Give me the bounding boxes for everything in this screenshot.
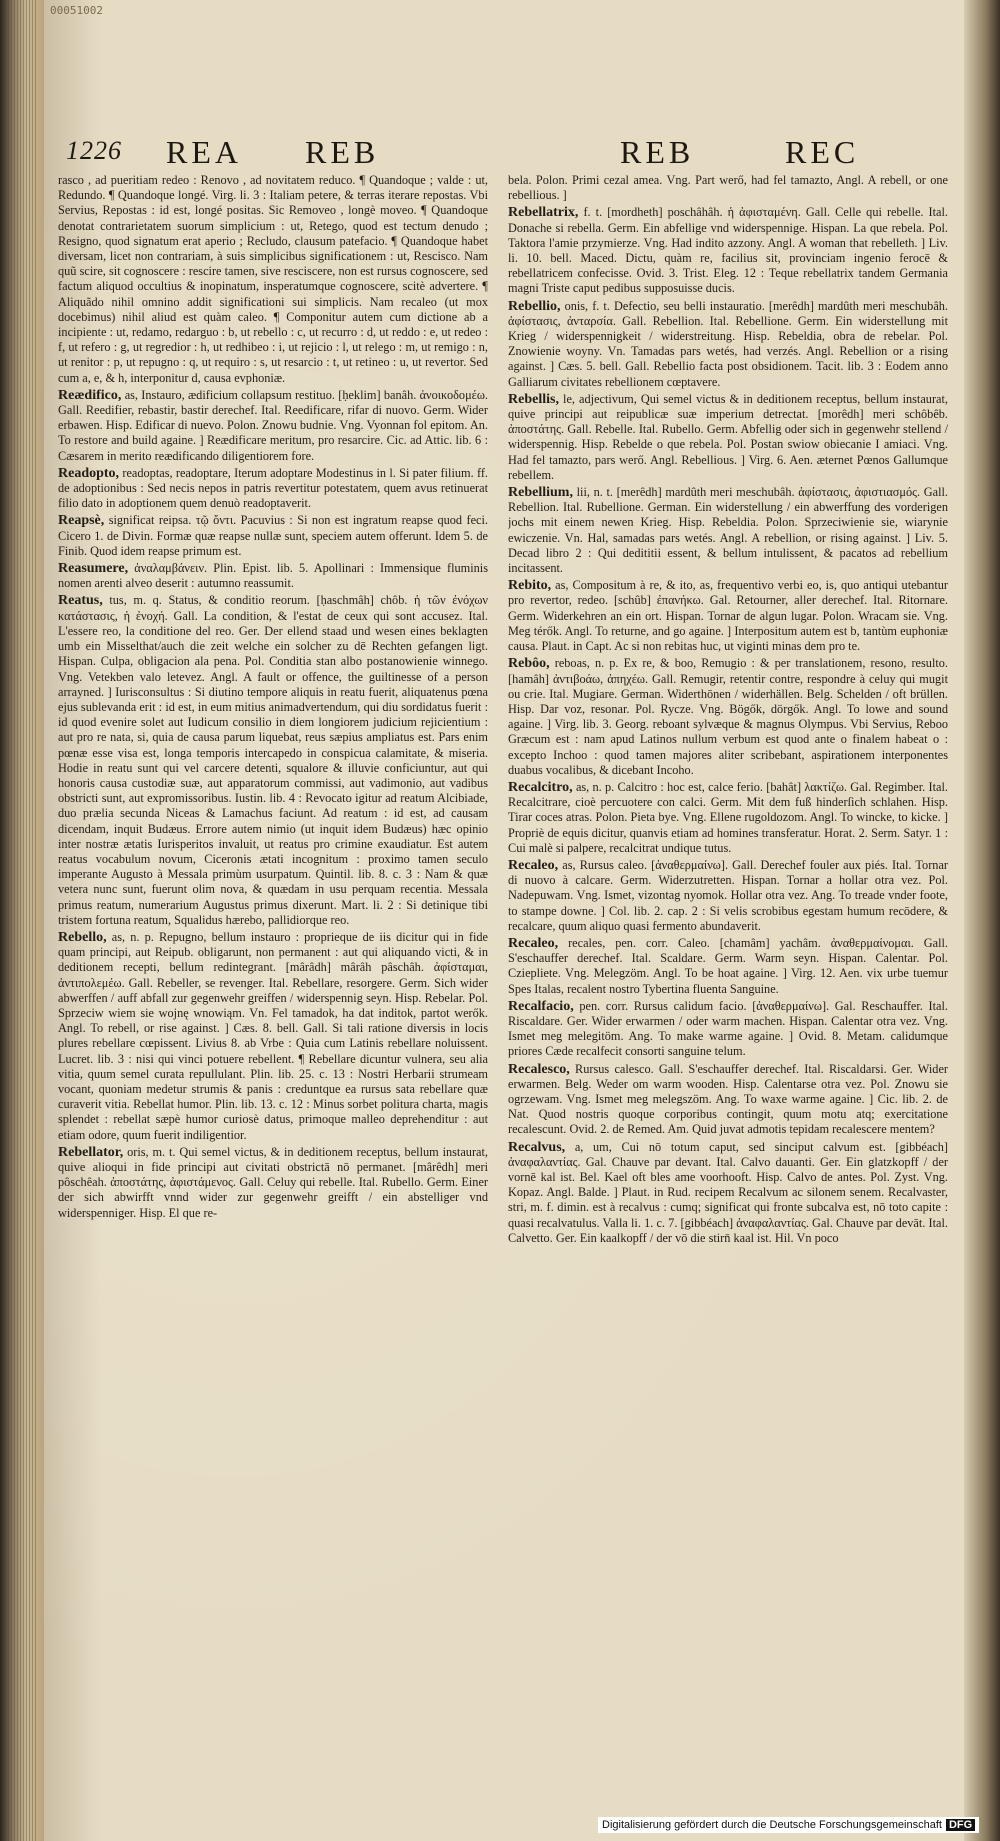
entry-text: as, Instauro, ædificium collapsum restituo. [ḥeklim] banâh. ἀνοικοδομέω. Gall. Reedifier, rebastir, bastir derechef. Ital. Reedificare, rifar di nuovo. Germ. Wider erbawen. Hisp. Edificar di nuevo. Polon. Znowu budnie. Vng. Vyonnan fol epitom. An. To restore and build againe. ] Reædificare meritum, pro resarcire. Cic. ad Attic. lib. 6 : Cæsarem in merito reædificando diligentiorem fore. — [58, 387, 488, 463]
entry-text: a, um, Cui nō totum caput, sed sinciput calvum est. [gibbéach] ἀναφαλαντίας. Gal. Chauve par devant. Ital. Calvo dauanti. Ger. Ein glatzkopff / der vornē kal ist. Bel. Kael oft bles ame voorhooft. Hisp. Calvo de antes. Pol. Zyst. Vng. Kopaz. Angl. Balde. ] Plaut. in Rud. recipem Recalvum ac silonem senem. Recalvaster, stri, m. f. dimin. est à recalvus : cumq; significat qui fronte subcalva est, nō toto capite : quasi recalvatulus. Valla li. 1. c. 7. [gibbéach] ἀναφαλαντίας. Gal. Chauve par devāt. Ital. Calvetto. Ger. Ein kaalkopff / der vō die stirn̄ kaal ist. Hil. Vn poco — [508, 1139, 948, 1245]
scan-reference: 00051002 — [50, 4, 103, 17]
headword: Recaleo, — [508, 935, 559, 951]
headword: Reatus, — [58, 593, 103, 609]
guide-word-left-2: REB — [305, 134, 380, 170]
entry-text: bela. Polon. Primi cezal amea. Vng. Part werő, had fel tamazto, Angl. A rebell, or one rebellious. ] — [508, 173, 948, 203]
entry-text: f. t. [mordheth] poschâhâh. ἡ ἀφισταμένη. Gall. Celle qui rebelle. Ital. Donache si rebella. Germ. Ein abfellige vnd widerspennige. Hispan. La que rebela. Pol. Taktora l'amie przymierze. Vng. Had indito azzony. Angl. A woman that rebelleth. ] Liv. li. 10. bell. Maced. Dictu, quàm re, facilius sit, provinciam ingenio ferocē & rebellatricem confecisse. Ovid. 3. Trist. Eleg. 12 : Teque rebellatrix tandem Germania magni Triste caput pedibus supposuisse ducis. — [508, 205, 948, 296]
footer-text: Digitalisierung gefördert durch die Deutsche Forschungsgemeinschaft — [602, 1819, 942, 1831]
dictionary-entry — [508, 1062, 948, 1138]
dictionary-entry — [58, 388, 488, 464]
dictionary-entry — [58, 930, 488, 1143]
dictionary-entry — [508, 205, 948, 296]
entry-text: recales, pen. corr. Caleo. [chamâm] yachâm. ἀναθερμαίνομαι. Gall. S'eschauffer derechef. Ital. Scaldare. Germ. Warm seyn. Hispan. Calentar. Pol. Cziepliete. Vng. Melegzöm. Angl. To be hoat againe. ] Virg. 12. Aen. vix urbe tuemur Spes Italas, recalent nostro Tybertina fluenta Sanguine. — [508, 935, 948, 996]
dictionary-entry — [508, 999, 948, 1060]
dictionary-entry — [508, 858, 948, 934]
headword: Rebello, — [58, 929, 107, 945]
dictionary-entry — [58, 593, 488, 927]
headword: Readopto, — [58, 465, 120, 481]
page-number: 1226 — [66, 136, 122, 165]
headword: Rebito, — [508, 578, 552, 594]
entry-text: as, Rursus caleo. [ἀναθερμαίνω]. Gall. Derechef fouler aux piés. Ital. Tornar di nuovo à calcare. Germ. Widerzutretten. Hispan. Tornar a hollar otra vez. Pol. Nadepuwam. Vng. Ismet, vizontag nyomok. Hollar otra vez. Ang. To treade vnder foote, to stampe downe. ] Col. lib. 2. cap. 2 : Si velis scrobibus egestam humum recōdere, & recalcare, quum aliquo quasi fermento abundaverit. — [508, 857, 948, 933]
entry-text: tus, m. q. Status, & conditio reorum. [ḥaschmâh] chôb. ἡ τῶν ἐνόχων κατάστασις, ἡ ἐνοχή. Gall. La condition, & l'estat de ceux qui sont accusez. Ital. L'essere reo, la conditione del reo. Ger. Der ellend staad und wesen eines beklagten umb ein Misselthat/auch die zeit welche ein solcher zu dē Rechten gefangen ligt. Hispan. Culpa, obligacion ala pena. Pol. Conditia stan albo postanowienie winnego. Vng. Vetekben valo letevez. Angl. A fault or offence, the guiltinesse of a person arrayned. ] Iurisconsultus : Si diutino tempore aliquis in reatu fuerit, aliquatenus pœna ejus sublevanda erit : id est, in eum mitius animadvertendum, qui diu sordidatus fuerit : id quod evenire solet aut Iudicum consilio in diem longiorem judicium rejicientium : aut pro re nata, si, quia de causa parum liquebat, reus sæpius ampliatus est. Pars enim pœnæ esse visa est, longa temporis intercapedo in conspicua calamitate, & miseria. Hodie in reatu sunt qui vel carcere detenti, squalore & illuvie conficiuntur, aut qui honoris causa custodiæ suæ, aut apparatorum commissi, aut vadimonio, aut vadibus obstricti sunt, aut expromissoribus. Iustin. lib. 4 : Revocato igitur ad reatum Alcibiade, duo prælia secunda Niceas & Lamachus faciunt. Ad reatum : id est, ad causam dicendam, inquit Budæus. Errore autem nimio (ut inquit idem Budæus) hæc opinio inter nostræ ætatis Iurisperitos invaluit, ut reatus pro crimine exaudiatur. Est autem reatus vocabulum novum, Ciceronis ætati incognitum : proximo tamen seculo imperante Augusto à Messala primùm usurpatum. Quintil. lib. 8. c. 3 : Nam & quæ vetera nunc sunt, fuerunt olim nova, & quædam in usu perquam recentia. Messala primus reatum, numerarium Augustus primus dixerunt. Mart. li. 2 : Si detinique tibi tristem fortuna reatum, Squalidus hærebo, pallidiorque reo. — [58, 593, 488, 927]
page-stack-edge — [0, 0, 44, 1841]
entry-text: significat reipsa. τῷ ὄντι. Pacuvius : Si non est ingratum reapse quod feci. Cicero 1. de Divin. Formæ quæ reapse nullæ sunt, speciem autem offerunt. Idem 5. de Finib. Quod idem reapse primum est. — [58, 513, 488, 558]
entry-text: ἀναλαμβάνειν. Plin. Epist. lib. 5. Apollinari : Immensique fluminis nomen arenti alveo deserit : autumno reassumit. — [58, 561, 488, 591]
entry-text: readoptas, readoptare, Iterum adoptare Modestinus in l. Si pater filium. ff. de adoptionibus : Sed necis nepos in patris revertitur potestatem, quem avus retinuerat filio dato in adoptionem quem denuò readoptaverit. — [58, 465, 488, 511]
footer-credit — [598, 1817, 979, 1833]
entry-text: pen. corr. Rursus calidum facio. [ἀναθερμαίνω]. Gal. Reschauffer. Ital. Riscaldare. Ger. Wider erwarmen / oder warm machen. Hispan. Calentar otra vez. Vng. Ismet meg melegitöm. Ang. To make warme againe. ] Ovid. 8. Metam. calidumque priores Cæde recalfecit consorti sanguine telum. — [508, 998, 948, 1059]
headword: Rebellis, — [508, 391, 559, 407]
entry-text: as, n. p. Calcitro : hoc est, calce ferio. [bahât] λακτίζω. Gal. Regimber. Ital. Recalcitrare, cioè percuotere con calci. Germ. Mit dem fuß hinderſich schlahen. Hisp. Tirar coces atras. Polon. Pieta bye. Vng. Ellene rugoldozom. Angl. To wincke, to kicke. ] Propriè de equis dicitur, quanvis etiam ad homines transferatur. Horat. 2. Serm. Satyr. 1 : Cui malè si palpere, recalcitrat undique tutus. — [508, 779, 948, 855]
entry-text: lii, n. t. [merêdh] mardûth meri meschubâh. ἀφίστασις, ἀφιστιασμός. Gall. Rebellion. Ital. Rubellione. German. Ein widerstellung / ein abwerffung des vorderigen jochs mit einem newen Krieg. Hisp. Rebeldia. Polon. Sprzeciwienie sie, wiarynie ewiczenie. Vn. Hal, samadas pars wetés. Angl. A rebellion, or rising against. ] Liv. 5. Decad libro 2 : Qui dedititii essent, & bellum intulissent, & pacatos ad rebellium incitassent. — [508, 485, 948, 576]
running-header — [60, 134, 940, 168]
guide-word-right-1: REB — [620, 134, 695, 170]
dictionary-entry — [508, 1140, 948, 1246]
headword: Recalesco, — [508, 1061, 570, 1077]
headword: Rebellator, — [58, 1144, 124, 1160]
dictionary-entry — [508, 299, 948, 390]
book-spine — [964, 0, 1000, 1841]
headword: Rebellio, — [508, 298, 561, 314]
headword: Reædifico, — [58, 387, 122, 403]
dictionary-entry — [58, 1145, 488, 1221]
dictionary-entry — [508, 485, 948, 576]
dictionary-entry — [508, 173, 948, 203]
dictionary-entry — [58, 173, 488, 386]
entry-text: rasco , ad pueritiam redeo : Renovo , ad novitatem reduco. ¶ Quandoque ; valde : ut, Redundo. ¶ Quandoque longé. Virg. li. 3 : Italiam petere, & terras iterare repostas. Vbi Servius, Repostas : id est, longé positas. Sic Removeo , longè moveo. ¶ Quandoque denotat contrarietatem suorum simplicium : ut, Retego, quod est tectum denudo ; Resigno, quod signatum erat aperio ; Recludo, clausum patefacio. ¶ Quandoque habet diversam, licet non contrariam, à suis simplicibus significationem : ut, Resciscо. Nam quũ scire, sit cognoscere : rescire tamen, sive resciscere, non est rursus cognoscere, sed factum aliquod occultius & inopinatum, insperatumque cognoscere, scitè advertere. ¶ Aliquãdo nihil omnino addit significationi sui simplicis. Nam recaleo (ut mox docebimus) nihil aliud est quàm caleo. ¶ Componitur autem cum dictione ab a incipiente : ut, redamo, redarguo : b, ut rebello : c, ut recurro : d, ut reddo : e, ut redeo : f, ut refero : g, ut regredior : h, ut redhibeo : i, ut rejicio : l, ut relego : m, ut remigo : n, ut renitor : p, ut repugno : q, ut requiro : s, ut resarcio : t, ut retineo : u, ut revertor. Sed cum a, e, & h, interponitur d, causa evphoniæ. — [58, 173, 488, 385]
dictionary-entry — [508, 578, 948, 654]
guide-word-left-1: REA — [166, 134, 242, 170]
dictionary-entry — [58, 513, 488, 559]
entry-text: oris, m. t. Qui semel victus, & in deditionem receptus, bellum instaurat, quive alioqui in fide principi aut civitati obstrictā nō permanet. [mârêdh] meri pôschêah. ἀποστάτης, ἀφιστάμενος. Gall. Celuy qui rebelle. Ital. Rubello. Germ. Einer der sich abwirfft vnnd wider zur gegenwehr greifft / ein abstelliger vnd widerspenniger. Hisp. El que re- — [58, 1144, 488, 1220]
headword: Recalcitro, — [508, 779, 573, 795]
headword: Rebellatrix, — [508, 205, 579, 221]
dictionary-entry — [58, 561, 488, 591]
page-stack-lines — [8, 0, 38, 1841]
headword: Recalfacio, — [508, 998, 574, 1014]
headword: Rebôo, — [508, 656, 550, 672]
headword: Recaleo, — [508, 857, 559, 873]
entry-text: as, n. p. Repugno, bellum instauro : proprieque de iis dicitur qui in fide quam principi, aut Reipub. obligarunt, non permanent : aut qui aliquando victi, & in deditionem recepti, bellum redintegrant. [mârâdh] mârâh pâschâh. ἀφίσταμαι, ἀντιπολεμέω. Gall. Rebeller, se revenger. Ital. Rebellare, resorgere. Germ. Sich wider abwerffen / auff abfall zur gegenwehr greiffen / widerspennig seyn. Hisp. Rebelar. Pol. Sprzeciw wiem sie wojnę wnowiąm. Vn. Fel tamadok, ha dat inditok, partot werők. Angl. To rebell, or rise against. ] Cæs. 8. bell. Gall. Si tali ratione diversis in locis plures rebellare cœpissent. Livius 8. ab Vrbe : Quia cum Latinis rebellare noluissent. Lucret. lib. 3 : nisi qui vinci potuere rebellent. ¶ Rebellare dicuntur vulnera, seu alia vitia, quum semel curata repullulant. Plin. lib. 25. c. 13 : Nostri Herbarii strumeam vocant, quoniam medetur strumis & panis : creduntque ea rursus sata rebellare quæ curaverit vitia. Rebellat humor. Plin. lib. 13. c. 12 : Minus sorbet politura charta, magis splendet : rebellat sæpè humor curiosè datus, primoque malleo deprehenditur : aut etiam odore, quum fuerit indiligentior. — [58, 929, 488, 1142]
right-column — [508, 173, 948, 1773]
dfg-logo: DFG — [946, 1819, 975, 1831]
headword: Recalvus, — [508, 1139, 566, 1155]
entry-text: Rursus calesco. Gall. S'eschauffer derechef. Ital. Riscaldarsi. Ger. Wider erwarmen. Belg. Weder om warm wooden. Hisp. Calentarse otra vez. Pol. Znowu sie ogrzewam. Vng. Ismet meg melegszöm. Ang. To waxe warme againe. ] Cic. lib. 2. de Nat. Quod nostris quoque corporibus contingit, quum motu atq; exercitatione recalescunt. Ovid. 2. de Remed. Am. Quid juvat admotis tepidam recalescere mentem? — [508, 1061, 948, 1137]
entry-text: le, adjectivum, Qui semel victus & in deditionem receptus, bellum instaurat, quive principi aut reipublicæ suæ imperium detrectat. [morêdh] meri schôbêb. ἀποστάτης. Gall. Rebelle. Ital. Rubello. Germ. Abfellig oder sich in gegenwehr stellend / widerspennig. Hisp. Rebelde o que rebela. Pol. Postan swiow obiecanie I amiaci. Vng. Had fel tamazto, pars werő. Angl. Rebellious. ] Virg. 6. Aen. æternet Pœnos Gallumque rebellem. — [508, 391, 948, 482]
dictionary-entry — [508, 656, 948, 778]
dictionary-entry — [508, 392, 948, 483]
headword: Reapsè, — [58, 513, 105, 529]
headword: Rebellium, — [508, 485, 573, 501]
headword: Reasumere, — [58, 561, 129, 577]
entry-text: reboas, n. p. Ex re, & boo, Remugio : & per translationem, resono, resulto. [hamâh] ἀντιβοάω, ἀπηχέω. Gall. Remugir, retentir contre, respondre à celuy qui mugit ou crie. Ital. Mugiare. German. Widerthōnen / widerhällen. Belg. Schelden / oft brüllen. Hisp. Dar voz, resonar. Pol. Rycze. Vng. Bögők, dörgők. Angl. To lowe and sound againe. ] Virg. lib. 3. Georg. reboant sylvæque & magnus Olympus. Vbi Servius, Reboo Græcum est : nam apud Latinos nullum verbum est quod ante o finalem habeat o : excepto Inchoo : quod tamen majores aliter scribebant, aspirationem interponentes duabus vocalibus, & dicebant Incoho. — [508, 656, 948, 777]
guide-word-right-2: REC — [785, 134, 860, 170]
dictionary-entry — [508, 780, 948, 856]
entry-text: as, Compositum à re, & ito, as, frequentivo verbi eo, is, quo antiqui utebantur pro revertor, redeo. [schûb] ἐπανήκω. Gal. Retourner, aller derechef. Ital. Ritornare. Germ. Widerkehren an ein ort. Hispan. Tornar de algun lugar. Polon. Wracam sie. Vng. Meg térők. Angl. To returne, and go againe. ] Interpositum autem est b, tantùm euphoniæ causa. Plaut. in Capt. Ac si non rebitas huc, ut viginti minas dem pro te. — [508, 578, 948, 654]
dictionary-entry — [508, 936, 948, 997]
dictionary-entry — [58, 466, 488, 512]
left-column — [58, 173, 488, 1773]
entry-text: onis, f. t. Defectio, seu belli instauratio. [merêdh] mardûth meri meschubâh. ἀφίστασις, ἀνταρσία. Gall. Rebellion. Ital. Rebellione. Germ. Ein widerstellung mit Krieg / widerspennigkeit / widerstreitung. Hisp. Rebeldia, obra de rebelar. Pol. Znowienie woyny. Vn. Tamadas pars wetés, had verzés. Angl. Rebellion or a rising against. ] Cæs. 5. bell. Gall. Rebellio facta post obsidionem. Tacit. lib. 3 : Eodem anno Galliarum civitates rebellionem cœptavere. — [508, 298, 948, 389]
